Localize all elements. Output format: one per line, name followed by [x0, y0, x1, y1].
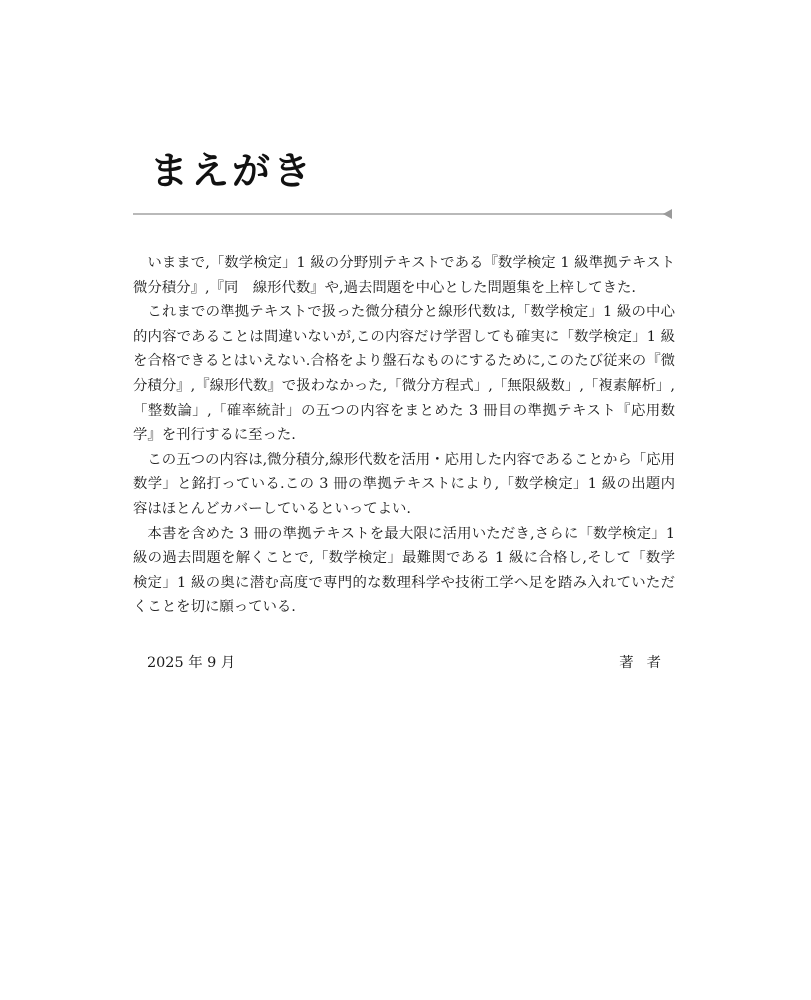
underline-arrow-icon — [663, 209, 672, 219]
paragraph-1: いままで,「数学検定」1 級の分野別テキストである『数学検定 1 級準拠テキスト 微分積分』,『同 線形代数』や,過去問題を中心とした問題集を上梓してきた. — [133, 255, 690, 296]
author: 著者 — [619, 655, 674, 671]
page-title: まえがき — [150, 149, 315, 193]
paragraph-3: この五つの内容は,微分積分,線形代数を活用・応用した内容であることから「応用数学」と銘打っている.この 3 冊の準拠テキストにより,「数学検定」1 級の出題内容はほとんどカバーしているといってよい. — [133, 451, 675, 517]
paragraph-4: 本書を含めた 3 冊の準拠テキストを最大限に活用いただき,さらに「数学検定」1 級の過去問題を解くことで,「数学検定」最難関である 1 級に合格し,そして「数学検定」1 級の奥に潜む高度で専門的な数理科学や技術工学へ足を踏み入れていただくことを切に願っている. — [133, 525, 675, 616]
paragraph-2: これまでの準拠テキストで扱った微分積分と線形代数は,「数学検定」1 級の中心的内容であることは間違いないが,この内容だけ学習しても確実に「数学検定」1 級を合格できるとはいえない.合格をより盤石なものにするために,このたび従来の『微分積分』,『線形代数』で扱わなかった,「微分方程式」,「無限級数」,「複素解析」,「整数論」,「確率統計」の五つの内容をまとめた 3 冊目の準拠テキスト『応用数学』を刊行するに至った. — [133, 304, 675, 444]
title-underline — [133, 213, 668, 215]
preface-body — [133, 251, 690, 620]
date: 2025 年 9 月 — [147, 655, 236, 671]
